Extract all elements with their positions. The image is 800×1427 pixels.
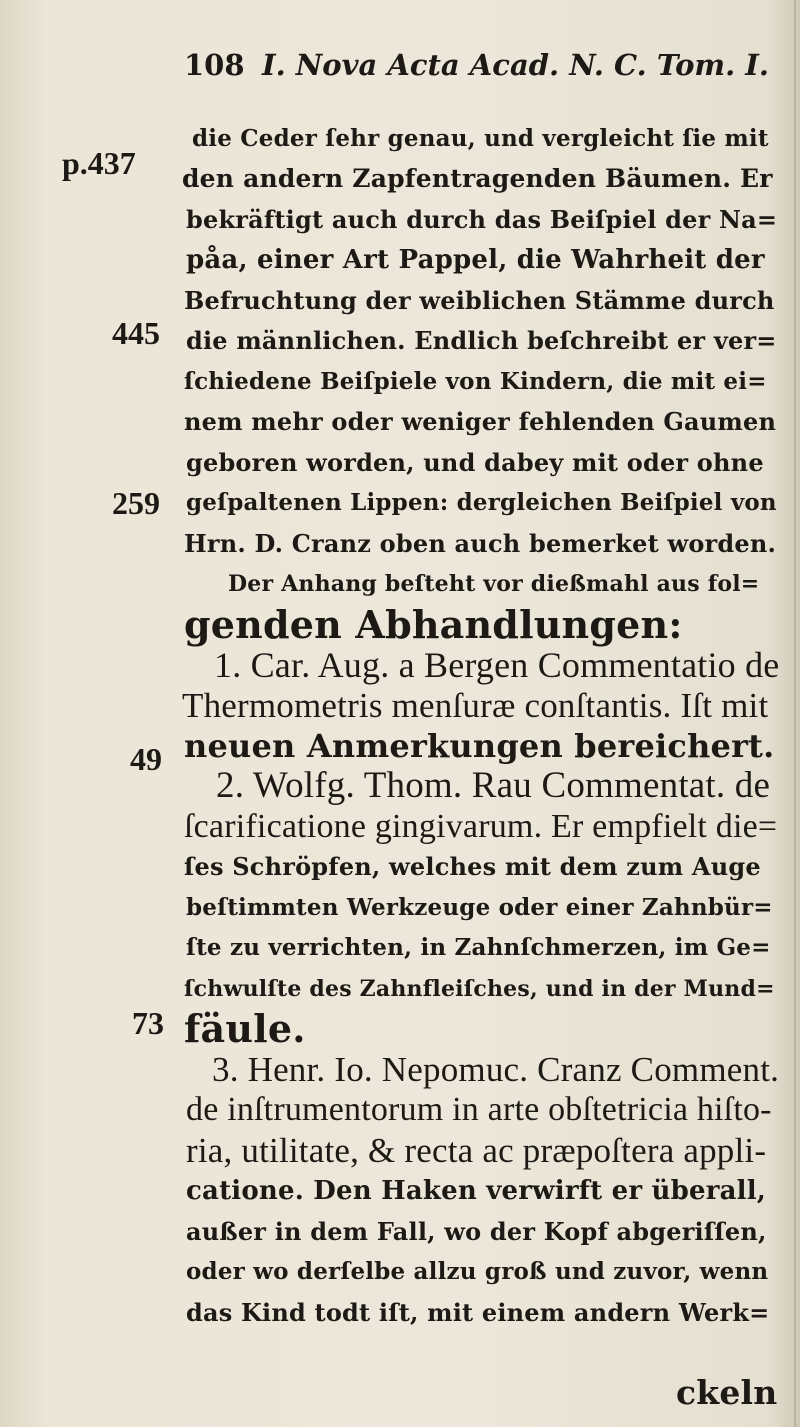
text-line: die männlichen. Endlich beſchreibt er ver= bbox=[186, 326, 777, 355]
margin-reference: 259 bbox=[112, 485, 160, 521]
text-line: die Ceder ſehr genau, und vergleicht ſie mit bbox=[192, 125, 769, 152]
text-line: den andern Zapfentragenden Bäumen. Er bbox=[182, 164, 773, 193]
text-line: ria, utilitate, & recta ac præpoſtera appli- bbox=[186, 1131, 767, 1170]
text-line: Befruchtung der weiblichen Stämme durch bbox=[184, 286, 775, 315]
running-title: I. Nova Acta Acad. N. C. Tom. I. bbox=[262, 48, 769, 82]
text-line: 3. Henr. Io. Nepomuc. Cranz Comment. bbox=[212, 1050, 780, 1089]
text-line: das Kind todt iſt, mit einem andern Werk= bbox=[186, 1298, 770, 1327]
margin-reference: 73 bbox=[132, 1005, 164, 1041]
text-line: ſchiedene Beiſpiele von Kindern, die mit ei= bbox=[184, 368, 767, 395]
text-line: Der Anhang beſteht vor dießmahl aus fol= bbox=[228, 571, 760, 597]
text-line: catione. Den Haken verwirft er überall, bbox=[186, 1176, 767, 1206]
text-line: oder wo derſelbe allzu groß und zuvor, wenn bbox=[186, 1258, 769, 1285]
catchword: ckeln bbox=[676, 1373, 778, 1412]
text-line: beſtimmten Werkzeuge oder einer Zahnbür= bbox=[186, 894, 773, 921]
text-line: 1. Car. Aug. a Bergen Commentatio de bbox=[214, 645, 780, 685]
text-line: Thermometris menſuræ conſtantis. Iſt mit bbox=[182, 686, 769, 725]
margin-reference: 49 bbox=[130, 741, 162, 777]
text-line: ſes Schröpfen, welches mit dem zum Auge bbox=[184, 852, 761, 881]
page-number: 108 bbox=[184, 48, 245, 82]
text-line: 2. Wolfg. Thom. Rau Commentat. de bbox=[216, 765, 771, 806]
text-line: fäule. bbox=[184, 1006, 306, 1051]
text-line: genden Abhandlungen: bbox=[184, 602, 683, 647]
text-line: påa, einer Art Pappel, die Wahrheit der bbox=[186, 245, 765, 275]
text-line: neuen Anmerkungen bereichert. bbox=[184, 727, 775, 765]
margin-reference: p.437 bbox=[62, 145, 136, 181]
text-line: ſte zu verrichten, in Zahnſchmerzen, im Ge= bbox=[186, 934, 771, 961]
margin-reference: 445 bbox=[112, 315, 160, 351]
text-line: nem mehr oder weniger fehlenden Gaumen bbox=[184, 407, 777, 436]
text-line: ſcarificatione gingivarum. Er empfielt die= bbox=[184, 808, 778, 845]
text-line: außer in dem Fall, wo der Kopf abgeriſſen, bbox=[186, 1217, 767, 1246]
text-line: bekräftigt auch durch das Beiſpiel der Na= bbox=[186, 205, 778, 234]
text-line: ſchwulſte des Zahnfleiſches, und in der Mund= bbox=[184, 976, 775, 1002]
text-line: geboren worden, und dabey mit oder ohne bbox=[186, 448, 764, 477]
text-line: de inſtrumentorum in arte obſtetricia hiſto- bbox=[186, 1091, 772, 1128]
text-line: geſpaltenen Lippen: dergleichen Beiſpiel von bbox=[186, 489, 777, 516]
text-line: Hrn. D. Cranz oben auch bemerket worden. bbox=[184, 529, 777, 558]
